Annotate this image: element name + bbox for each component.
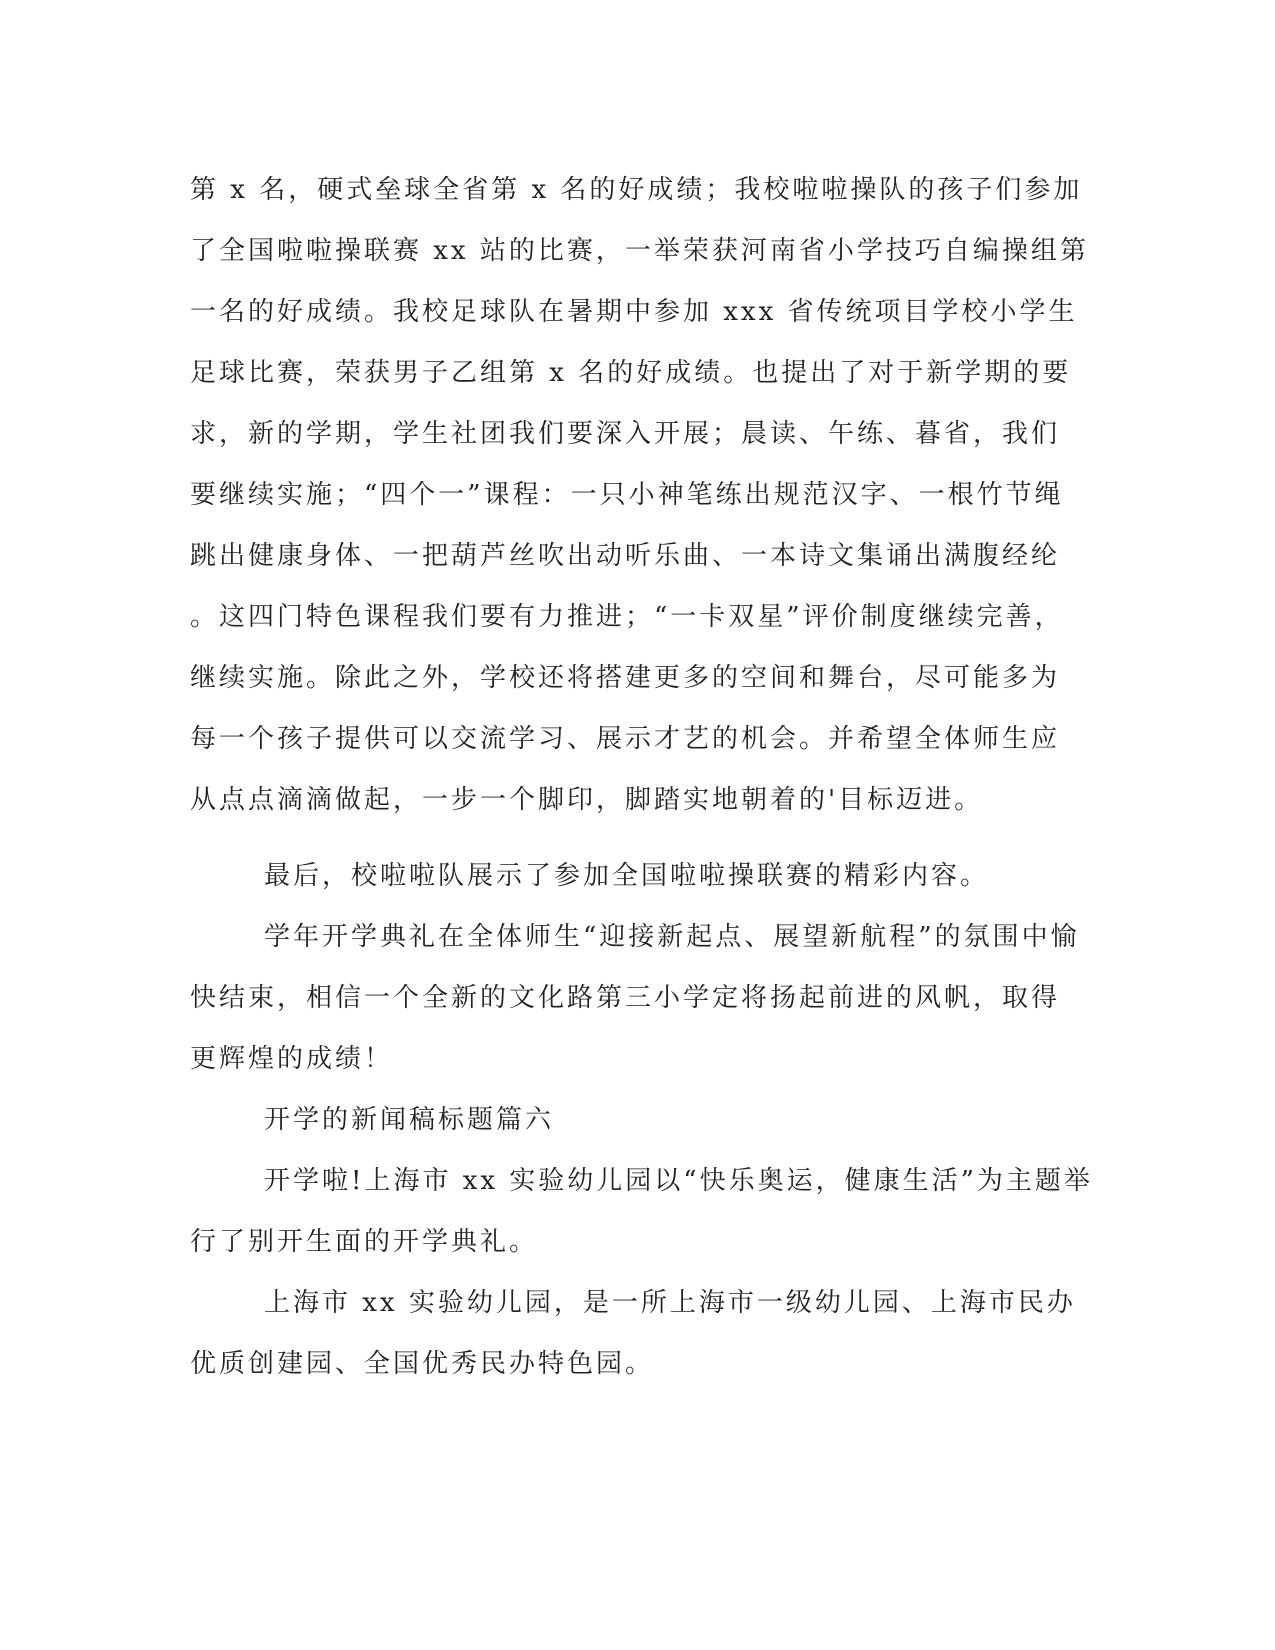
text-line: 上海市 xx 实验幼儿园，是一所上海市一级幼儿园、上海市民办 — [264, 1288, 1076, 1318]
paragraph-achievements — [190, 160, 1089, 831]
section-title: 开学的新闻稿标题篇六 — [264, 1105, 555, 1135]
section-heading — [190, 1090, 1070, 1151]
text-line: 跳出健康身体、一把葫芦丝吹出动听乐曲、一本诗文集诵出满腹经纶 — [190, 541, 1061, 571]
paragraph-ceremony-conclusion — [190, 907, 1080, 1090]
text-line: 第 x 名，硬式垒球全省第 x 名的好成绩；我校啦啦操队的孩子们参加 — [190, 175, 1083, 205]
text-line: 学年开学典礼在全体师生“迎接新起点、展望新航程”的氛围中愉 — [264, 922, 1080, 952]
text-line: 继续实施。除此之外，学校还将搭建更多的空间和舞台，尽可能多为 — [190, 663, 1061, 693]
paragraph-kindergarten-intro — [190, 1151, 1093, 1273]
text-line: 足球比赛，荣获男子乙组第 x 名的好成绩。也提出了对于新学期的要 — [190, 358, 1072, 388]
text-line: 开学啦!上海市 xx 实验幼儿园以“快乐奥运，健康生活”为主题举 — [264, 1166, 1093, 1196]
text-line: 求，新的学期，学生社团我们要深入开展；晨读、午练、暮省，我们 — [190, 419, 1061, 449]
text-line: 行了别开生面的开学典礼。 — [190, 1227, 539, 1257]
text-line: 了全国啦啦操联赛 xx 站的比赛，一举荣获河南省小学技巧自编操组第 — [190, 236, 1089, 266]
text-line: 更辉煌的成绩！ — [190, 1044, 394, 1074]
paragraph-cheerleading-show — [190, 846, 1070, 907]
text-line: 。这四门特色课程我们要有力推进；“一卡双星”评价制度继续完善， — [190, 602, 1064, 632]
paragraph-kindergarten-profile — [190, 1273, 1076, 1395]
text-line: 每一个孩子提供可以交流学习、展示才艺的机会。并希望全体师生应 — [190, 724, 1061, 754]
text-line: 要继续实施；“四个一”课程：一只小神笔练出规范汉字、一根竹节绳 — [190, 480, 1064, 510]
text-line: 从点点滴滴做起，一步一个脚印，脚踏实地朝着的'目标迈进。 — [190, 785, 984, 815]
text-line: 最后，校啦啦队展示了参加全国啦啦操联赛的精彩内容。 — [264, 861, 990, 891]
text-line: 快结束，相信一个全新的文化路第三小学定将扬起前进的风帆，取得 — [190, 983, 1061, 1013]
text-line: 优质创建园、全国优秀民办特色园。 — [190, 1349, 655, 1379]
text-line: 一名的好成绩。我校足球队在暑期中参加 xxx 省传统项目学校小学生 — [190, 297, 1078, 327]
